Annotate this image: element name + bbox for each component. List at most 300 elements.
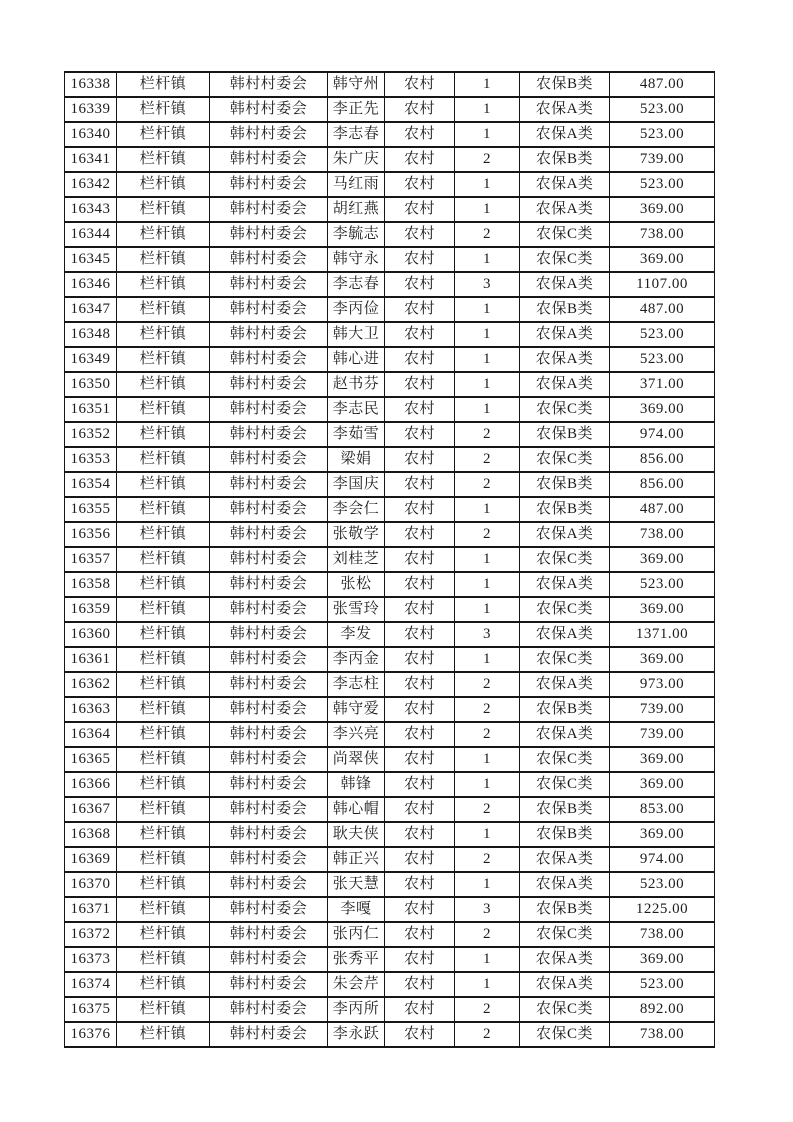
cell-town: 栏杆镇 [117,197,210,222]
cell-town: 栏杆镇 [117,822,210,847]
cell-town: 栏杆镇 [117,497,210,522]
cell-town: 栏杆镇 [117,72,210,97]
table-row [65,697,715,722]
cell-name: 韩锋 [328,772,385,797]
cell-village: 韩村村委会 [210,622,328,647]
table-row [65,222,715,247]
cell-village: 韩村村委会 [210,347,328,372]
cell-insurance_category: 农保A类 [520,572,610,597]
cell-id: 16369 [65,847,117,872]
cell-amount: 1371.00 [610,622,715,647]
cell-insurance_category: 农保B类 [520,472,610,497]
cell-town: 栏杆镇 [117,297,210,322]
cell-town: 栏杆镇 [117,647,210,672]
cell-name: 朱广庆 [328,147,385,172]
cell-name: 李志春 [328,272,385,297]
cell-town: 栏杆镇 [117,322,210,347]
cell-residence_type: 农村 [385,972,455,997]
cell-village: 韩村村委会 [210,672,328,697]
cell-person_count: 1 [455,647,520,672]
cell-town: 栏杆镇 [117,547,210,572]
cell-name: 韩心帽 [328,797,385,822]
cell-person_count: 1 [455,372,520,397]
cell-village: 韩村村委会 [210,772,328,797]
table-row [65,1022,715,1047]
cell-village: 韩村村委会 [210,497,328,522]
cell-id: 16343 [65,197,117,222]
cell-residence_type: 农村 [385,247,455,272]
cell-residence_type: 农村 [385,922,455,947]
cell-town: 栏杆镇 [117,722,210,747]
cell-village: 韩村村委会 [210,1022,328,1047]
cell-village: 韩村村委会 [210,822,328,847]
cell-residence_type: 农村 [385,547,455,572]
cell-insurance_category: 农保C类 [520,922,610,947]
cell-person_count: 2 [455,422,520,447]
cell-amount: 369.00 [610,547,715,572]
cell-residence_type: 农村 [385,372,455,397]
cell-name: 李发 [328,622,385,647]
cell-residence_type: 农村 [385,847,455,872]
cell-amount: 738.00 [610,222,715,247]
cell-amount: 738.00 [610,522,715,547]
cell-amount: 738.00 [610,922,715,947]
cell-name: 韩心进 [328,347,385,372]
cell-person_count: 2 [455,472,520,497]
cell-person_count: 1 [455,597,520,622]
cell-village: 韩村村委会 [210,447,328,472]
cell-residence_type: 农村 [385,447,455,472]
table-row [65,972,715,997]
cell-amount: 369.00 [610,597,715,622]
cell-amount: 371.00 [610,372,715,397]
cell-insurance_category: 农保A类 [520,172,610,197]
table-row [65,897,715,922]
table-row [65,997,715,1022]
cell-name: 李茹雪 [328,422,385,447]
cell-village: 韩村村委会 [210,747,328,772]
cell-name: 李丙金 [328,647,385,672]
cell-insurance_category: 农保A类 [520,97,610,122]
cell-person_count: 2 [455,147,520,172]
cell-person_count: 2 [455,447,520,472]
table-row [65,122,715,147]
cell-amount: 974.00 [610,847,715,872]
cell-village: 韩村村委会 [210,647,328,672]
benefits-roster-table [64,71,715,1048]
cell-id: 16363 [65,697,117,722]
cell-person_count: 1 [455,347,520,372]
cell-name: 韩守爱 [328,697,385,722]
cell-village: 韩村村委会 [210,372,328,397]
cell-amount: 892.00 [610,997,715,1022]
table-row [65,572,715,597]
cell-village: 韩村村委会 [210,172,328,197]
cell-insurance_category: 农保A类 [520,947,610,972]
cell-residence_type: 农村 [385,72,455,97]
cell-id: 16350 [65,372,117,397]
cell-id: 16348 [65,322,117,347]
cell-amount: 487.00 [610,497,715,522]
cell-insurance_category: 农保A类 [520,847,610,872]
cell-village: 韩村村委会 [210,322,328,347]
cell-id: 16358 [65,572,117,597]
cell-name: 李毓志 [328,222,385,247]
cell-residence_type: 农村 [385,397,455,422]
cell-insurance_category: 农保B类 [520,697,610,722]
cell-name: 马红雨 [328,172,385,197]
cell-residence_type: 农村 [385,947,455,972]
cell-id: 16376 [65,1022,117,1047]
cell-village: 韩村村委会 [210,272,328,297]
cell-amount: 523.00 [610,572,715,597]
cell-amount: 369.00 [610,397,715,422]
cell-id: 16342 [65,172,117,197]
cell-residence_type: 农村 [385,747,455,772]
cell-id: 16365 [65,747,117,772]
cell-amount: 369.00 [610,822,715,847]
cell-amount: 738.00 [610,1022,715,1047]
cell-insurance_category: 农保B类 [520,797,610,822]
cell-town: 栏杆镇 [117,422,210,447]
cell-village: 韩村村委会 [210,847,328,872]
cell-name: 李兴亮 [328,722,385,747]
cell-insurance_category: 农保B类 [520,422,610,447]
cell-residence_type: 农村 [385,272,455,297]
cell-id: 16344 [65,222,117,247]
cell-id: 16349 [65,347,117,372]
cell-insurance_category: 农保A类 [520,672,610,697]
cell-town: 栏杆镇 [117,972,210,997]
cell-village: 韩村村委会 [210,547,328,572]
cell-residence_type: 农村 [385,872,455,897]
cell-residence_type: 农村 [385,97,455,122]
cell-village: 韩村村委会 [210,872,328,897]
cell-insurance_category: 农保B类 [520,72,610,97]
cell-village: 韩村村委会 [210,97,328,122]
cell-residence_type: 农村 [385,672,455,697]
cell-amount: 523.00 [610,347,715,372]
cell-residence_type: 农村 [385,572,455,597]
cell-name: 韩正兴 [328,847,385,872]
cell-person_count: 2 [455,672,520,697]
table-row [65,547,715,572]
cell-amount: 1107.00 [610,272,715,297]
cell-insurance_category: 农保C类 [520,647,610,672]
cell-village: 韩村村委会 [210,247,328,272]
table-row [65,72,715,97]
cell-amount: 487.00 [610,297,715,322]
cell-amount: 369.00 [610,772,715,797]
table-row [65,272,715,297]
cell-residence_type: 农村 [385,497,455,522]
cell-town: 栏杆镇 [117,772,210,797]
table-row [65,372,715,397]
cell-amount: 369.00 [610,647,715,672]
cell-name: 尚翠侠 [328,747,385,772]
cell-amount: 973.00 [610,672,715,697]
cell-id: 16366 [65,772,117,797]
cell-person_count: 1 [455,322,520,347]
cell-insurance_category: 农保A类 [520,347,610,372]
cell-person_count: 1 [455,572,520,597]
table-row [65,497,715,522]
cell-residence_type: 农村 [385,647,455,672]
cell-amount: 974.00 [610,422,715,447]
table-row [65,622,715,647]
cell-amount: 369.00 [610,197,715,222]
cell-town: 栏杆镇 [117,672,210,697]
table-row [65,472,715,497]
cell-town: 栏杆镇 [117,522,210,547]
cell-id: 16367 [65,797,117,822]
table-row [65,197,715,222]
cell-insurance_category: 农保A类 [520,522,610,547]
cell-person_count: 2 [455,1022,520,1047]
cell-name: 李志柱 [328,672,385,697]
cell-insurance_category: 农保C类 [520,222,610,247]
cell-insurance_category: 农保B类 [520,822,610,847]
cell-name: 李正先 [328,97,385,122]
table-row [65,647,715,672]
cell-name: 韩大卫 [328,322,385,347]
cell-id: 16357 [65,547,117,572]
cell-name: 张松 [328,572,385,597]
cell-insurance_category: 农保B类 [520,297,610,322]
cell-town: 栏杆镇 [117,397,210,422]
cell-insurance_category: 农保C类 [520,747,610,772]
cell-id: 16347 [65,297,117,322]
cell-town: 栏杆镇 [117,172,210,197]
cell-amount: 523.00 [610,322,715,347]
cell-town: 栏杆镇 [117,697,210,722]
cell-id: 16368 [65,822,117,847]
cell-insurance_category: 农保A类 [520,197,610,222]
cell-amount: 739.00 [610,147,715,172]
cell-insurance_category: 农保C类 [520,997,610,1022]
table-row [65,597,715,622]
cell-residence_type: 农村 [385,172,455,197]
table-row [65,322,715,347]
cell-name: 李志春 [328,122,385,147]
cell-id: 16351 [65,397,117,422]
cell-name: 李丙所 [328,997,385,1022]
table-row [65,422,715,447]
cell-residence_type: 农村 [385,472,455,497]
cell-village: 韩村村委会 [210,572,328,597]
cell-person_count: 1 [455,822,520,847]
table-row [65,147,715,172]
cell-person_count: 1 [455,197,520,222]
cell-id: 16364 [65,722,117,747]
cell-person_count: 2 [455,697,520,722]
cell-id: 16356 [65,522,117,547]
cell-residence_type: 农村 [385,322,455,347]
cell-village: 韩村村委会 [210,522,328,547]
cell-residence_type: 农村 [385,722,455,747]
cell-id: 16340 [65,122,117,147]
cell-town: 栏杆镇 [117,922,210,947]
cell-id: 16373 [65,947,117,972]
cell-amount: 739.00 [610,697,715,722]
cell-insurance_category: 农保C类 [520,447,610,472]
cell-town: 栏杆镇 [117,222,210,247]
table-row [65,872,715,897]
cell-id: 16374 [65,972,117,997]
cell-village: 韩村村委会 [210,72,328,97]
cell-name: 李会仁 [328,497,385,522]
cell-town: 栏杆镇 [117,797,210,822]
cell-id: 16361 [65,647,117,672]
cell-village: 韩村村委会 [210,972,328,997]
cell-village: 韩村村委会 [210,422,328,447]
cell-name: 李永跃 [328,1022,385,1047]
cell-village: 韩村村委会 [210,147,328,172]
table-row [65,672,715,697]
cell-town: 栏杆镇 [117,372,210,397]
cell-person_count: 1 [455,97,520,122]
cell-town: 栏杆镇 [117,122,210,147]
cell-residence_type: 农村 [385,297,455,322]
cell-name: 刘桂芝 [328,547,385,572]
cell-amount: 1225.00 [610,897,715,922]
cell-person_count: 2 [455,722,520,747]
cell-insurance_category: 农保B类 [520,147,610,172]
cell-name: 韩守州 [328,72,385,97]
cell-person_count: 2 [455,922,520,947]
cell-id: 16352 [65,422,117,447]
table-row [65,922,715,947]
cell-town: 栏杆镇 [117,847,210,872]
cell-village: 韩村村委会 [210,897,328,922]
cell-person_count: 2 [455,222,520,247]
cell-insurance_category: 农保A类 [520,122,610,147]
cell-village: 韩村村委会 [210,397,328,422]
cell-person_count: 1 [455,297,520,322]
cell-name: 耿夫侠 [328,822,385,847]
cell-name: 李国庆 [328,472,385,497]
table-row [65,947,715,972]
cell-person_count: 2 [455,797,520,822]
cell-residence_type: 农村 [385,697,455,722]
cell-amount: 739.00 [610,722,715,747]
table-row [65,797,715,822]
cell-amount: 523.00 [610,172,715,197]
cell-amount: 369.00 [610,247,715,272]
cell-village: 韩村村委会 [210,597,328,622]
cell-person_count: 1 [455,547,520,572]
cell-person_count: 1 [455,397,520,422]
table-row [65,772,715,797]
cell-residence_type: 农村 [385,597,455,622]
table-row [65,397,715,422]
cell-village: 韩村村委会 [210,222,328,247]
cell-insurance_category: 农保C类 [520,547,610,572]
cell-residence_type: 农村 [385,772,455,797]
cell-residence_type: 农村 [385,147,455,172]
cell-name: 张秀平 [328,947,385,972]
cell-person_count: 3 [455,622,520,647]
table-row [65,722,715,747]
cell-residence_type: 农村 [385,997,455,1022]
cell-village: 韩村村委会 [210,947,328,972]
cell-name: 张雪玲 [328,597,385,622]
cell-amount: 856.00 [610,447,715,472]
cell-residence_type: 农村 [385,622,455,647]
cell-insurance_category: 农保B类 [520,497,610,522]
cell-id: 16370 [65,872,117,897]
cell-person_count: 1 [455,872,520,897]
cell-insurance_category: 农保A类 [520,322,610,347]
cell-name: 赵书芬 [328,372,385,397]
cell-person_count: 1 [455,247,520,272]
cell-person_count: 2 [455,997,520,1022]
cell-village: 韩村村委会 [210,297,328,322]
cell-id: 16371 [65,897,117,922]
cell-amount: 523.00 [610,122,715,147]
cell-town: 栏杆镇 [117,472,210,497]
cell-id: 16362 [65,672,117,697]
cell-insurance_category: 农保A类 [520,972,610,997]
cell-id: 16346 [65,272,117,297]
cell-residence_type: 农村 [385,822,455,847]
cell-town: 栏杆镇 [117,447,210,472]
cell-person_count: 1 [455,497,520,522]
table-row [65,447,715,472]
cell-person_count: 3 [455,272,520,297]
cell-id: 16359 [65,597,117,622]
cell-town: 栏杆镇 [117,347,210,372]
cell-town: 栏杆镇 [117,272,210,297]
table-row [65,822,715,847]
cell-name: 李丙俭 [328,297,385,322]
cell-village: 韩村村委会 [210,697,328,722]
cell-village: 韩村村委会 [210,797,328,822]
cell-name: 朱会芹 [328,972,385,997]
cell-town: 栏杆镇 [117,247,210,272]
table-row [65,347,715,372]
cell-person_count: 1 [455,947,520,972]
cell-insurance_category: 农保C类 [520,397,610,422]
cell-name: 张丙仁 [328,922,385,947]
cell-name: 李嘎 [328,897,385,922]
cell-residence_type: 农村 [385,197,455,222]
cell-residence_type: 农村 [385,122,455,147]
table-row [65,172,715,197]
cell-town: 栏杆镇 [117,947,210,972]
cell-town: 栏杆镇 [117,872,210,897]
cell-amount: 369.00 [610,747,715,772]
cell-amount: 369.00 [610,947,715,972]
cell-village: 韩村村委会 [210,472,328,497]
cell-residence_type: 农村 [385,797,455,822]
cell-insurance_category: 农保C类 [520,247,610,272]
cell-name: 梁娟 [328,447,385,472]
cell-village: 韩村村委会 [210,122,328,147]
cell-name: 张天慧 [328,872,385,897]
table-row [65,247,715,272]
cell-id: 16341 [65,147,117,172]
cell-insurance_category: 农保C类 [520,597,610,622]
cell-insurance_category: 农保C类 [520,772,610,797]
cell-insurance_category: 农保B类 [520,897,610,922]
cell-town: 栏杆镇 [117,97,210,122]
cell-id: 16353 [65,447,117,472]
cell-village: 韩村村委会 [210,997,328,1022]
cell-town: 栏杆镇 [117,597,210,622]
cell-village: 韩村村委会 [210,197,328,222]
table-row [65,847,715,872]
